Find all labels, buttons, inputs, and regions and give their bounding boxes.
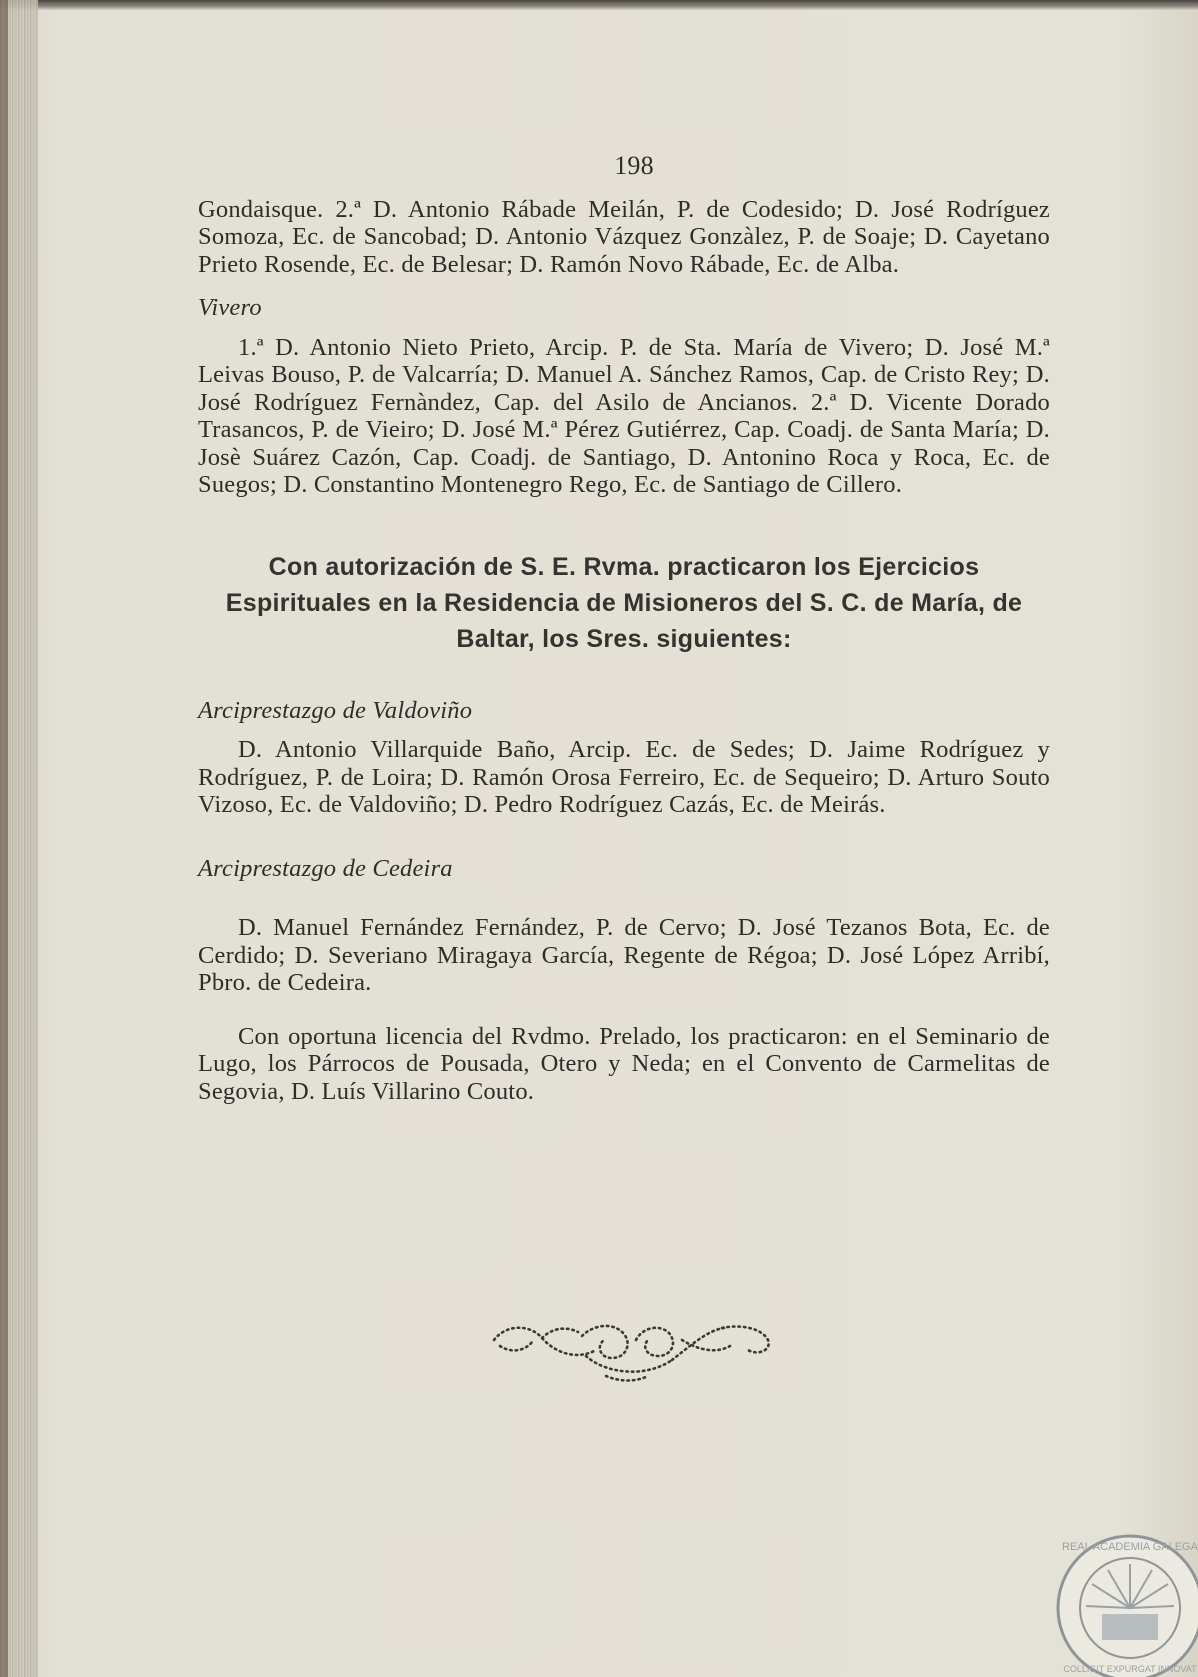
page-top-shadow [0,0,1198,10]
paragraph-vivero: 1.ª D. Antonio Nieto Prieto, Arcip. P. de Sta. María de Vivero; D. José M.ª Leivas Bouso, P. de Valcarría; D. Manuel A. Sánchez Ramos, Cap. de Cristo Rey; D. José Rodríguez Fernàndez, Cap. del Asilo de Ancianos. 2.ª D. Vicente Dorado Trasancos, P. de Vieiro; D. José M.ª Pérez Gutiérrez, Cap. Coadj. de Santa María; D. Josè Suárez Cazón, Cap. Coadj. de Santiago, D. Antonino Roca y Roca, Ec. de Suegos; D. Constantino Montenegro Rego, Ec. de Santiago de Cillero. [198,333,1050,498]
paragraph-valdovino: D. Antonio Villarquide Baño, Arcip. Ec. de Sedes; D. Jaime Rodríguez y Rodríguez, P. de Loira; D. Ramón Orosa Ferreiro, Ec. de Sequeiro; D. Arturo Souto Vizoso, Ec. de Valdoviño; D. Pedro Rodríguez Cazás, Ec. de Meirás. [198,736,1050,818]
text-block [198,152,1050,1105]
paragraph-cedeira: D. Manuel Fernández Fernández, P. de Cervo; D. José Tezanos Bota, Ec. de Cerdido; D. Severiano Miragaya García, Regente de Régoa; D. José López Arribí, Pbro. de Cedeira. [198,914,1050,996]
heading-ejercicios-espirituales: Con autorización de S. E. Rvma. practicaron los Ejercicios Espirituales en la Residencia de Misioneros del S. C. de María, de Baltar, los Sres. siguientes: [225,552,1023,653]
book-binding [0,0,8,1677]
paragraph-licencia: Con oportuna licencia del Rvdmo. Prelado, los practicaron: en el Seminario de Lugo, los Párrocos de Pousada, Otero y Neda; en el Convento de Carmelitas de Segovia, D. Luís Villarino Couto. [198,1022,1050,1105]
real-academia-galega-seal-icon [1040,1520,1198,1677]
seal-text-bottom: COLLIGIT EXPURGAT INNOVAT [1063,1664,1197,1674]
page-number: 198 [614,151,654,180]
library-seal-stamp [1040,1520,1198,1677]
section-title-vivero: Vivero [198,294,262,321]
section-title-cedeira: Arciprestazgo de Cedeira [198,854,453,882]
ornament-vignette-icon [486,1310,776,1385]
seal-text-top: REAL ACADEMIA GALEGA [1062,1541,1198,1553]
paragraph-gondaisque: Gondaisque. 2.ª D. Antonio Rábade Meilán, P. de Codesido; D. José Rodríguez Somoza, Ec. de Sancobad; D. Antonio Vázquez Gonzàlez, P. de Soaje; D. Cayetano Prieto Rosende, Ec. de Belesar; D. Ramón Novo Rábade, Ec. de Alba. [198,195,1050,278]
section-title-valdovino: Arciprestazgo de Valdoviño [198,696,473,724]
